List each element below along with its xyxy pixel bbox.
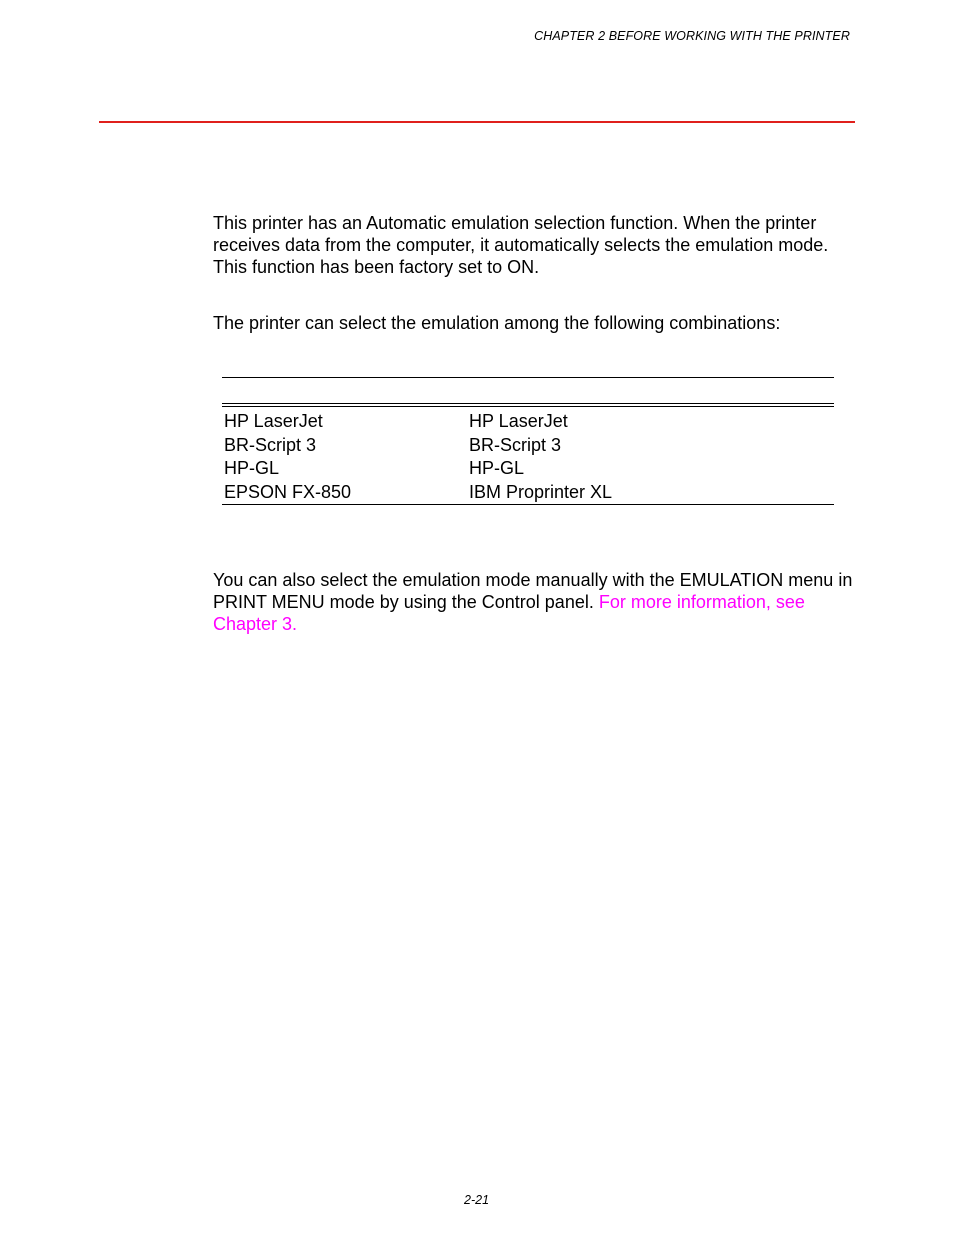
manual-selection-text: You can also select the emulation mode manually with the EMULATION menu in PRINT MENU mode by using the Control panel. (213, 570, 853, 612)
header-divider (99, 121, 855, 123)
table-cell-emulation-1: HP LaserJet (224, 411, 323, 431)
table-cell-emulation-1: HP-GL (224, 458, 280, 478)
table-cell-emulation-1: EPSON FX-850 (224, 481, 352, 502)
running-header: CHAPTER 2 BEFORE WORKING WITH THE PRINTER (534, 29, 850, 43)
intro-paragraph: This printer has an Automatic emulation selection function. When the printer receives data from the computer, it automatically selects the emulation mode. This function has been factory set to ON. (213, 213, 829, 277)
table-cell-emulation-2: HP LaserJet (469, 411, 568, 431)
table-cell-emulation-2: HP-GL (469, 458, 525, 478)
table-row (222, 457, 834, 481)
combinations-paragraph: The printer can select the emulation among the following combinations: (213, 313, 781, 333)
manual-selection-paragraph (213, 569, 853, 635)
chapter-3-link[interactable]: For more information, see Chapter 3. (213, 592, 805, 634)
table-row (222, 410, 834, 434)
table-row (222, 434, 834, 458)
table-body (222, 407, 834, 504)
table-header-row (222, 378, 834, 403)
table-cell-emulation-1: BR-Script 3 (224, 434, 317, 455)
table-cell-emulation-2: BR-Script 3 (469, 434, 562, 455)
emulation-table (222, 377, 834, 505)
table-cell-emulation-2: IBM Proprinter XL (469, 481, 613, 502)
table-row (222, 481, 834, 505)
table-bottom-rule (222, 504, 834, 505)
page-number: 2-21 (464, 1193, 490, 1207)
